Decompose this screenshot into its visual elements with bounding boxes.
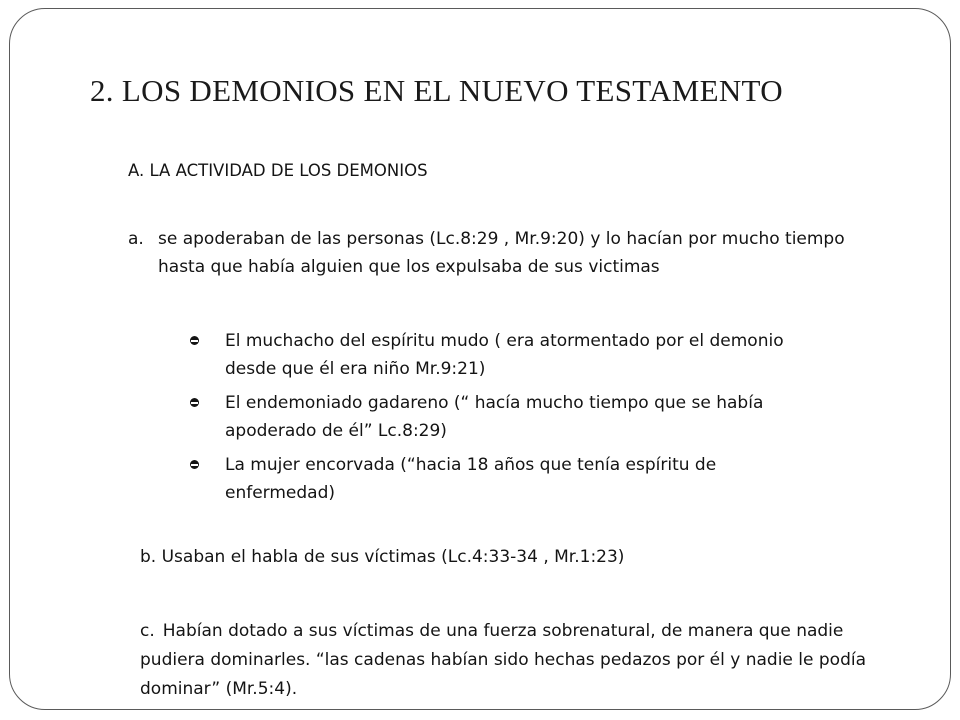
bullet-text: La mujer encorvada (“hacia 18 años que tenía espíritu de enfermedad) [225,455,717,503]
bullet-icon [190,398,199,407]
item-b: b. Usaban el habla de sus víctimas (Lc.4:33-34 , Mr.1:23) [140,547,625,567]
bullet-icon [190,336,199,345]
bullet-text: El endemoniado gadareno (“ hacía mucho tiempo que se había apoderado de él” Lc.8:29) [225,393,764,441]
bullet-icon [190,460,199,469]
bullet-item [190,327,830,383]
slide-frame [9,8,951,710]
item-c-text: Habían dotado a sus víctimas de una fuerza sobrenatural, de manera que nadie pudiera dominarles. “las cadenas habían sido hechas pedazos por él y nadie le podía dominar” (Mr.5:4). [140,621,866,699]
bullet-list [190,327,830,513]
slide-title: 2. LOS DEMONIOS EN EL NUEVO TESTAMENTO [90,73,783,108]
item-c [140,617,900,704]
item-a-marker: a. [128,229,144,249]
bullet-item [190,389,830,445]
section-heading: A. LA ACTIVIDAD DE LOS DEMONIOS [128,161,428,180]
bullet-item [190,451,830,507]
item-a-text: se apoderaban de las personas (Lc.8:29 , Mr.9:20) y lo hacían por mucho tiempo hasta que había alguien que los expulsaba de sus victimas [158,229,845,277]
item-c-marker: c. [140,621,155,641]
bullet-text: El muchacho del espíritu mudo ( era atormentado por el demonio desde que él era niño Mr.9:21) [225,331,784,379]
